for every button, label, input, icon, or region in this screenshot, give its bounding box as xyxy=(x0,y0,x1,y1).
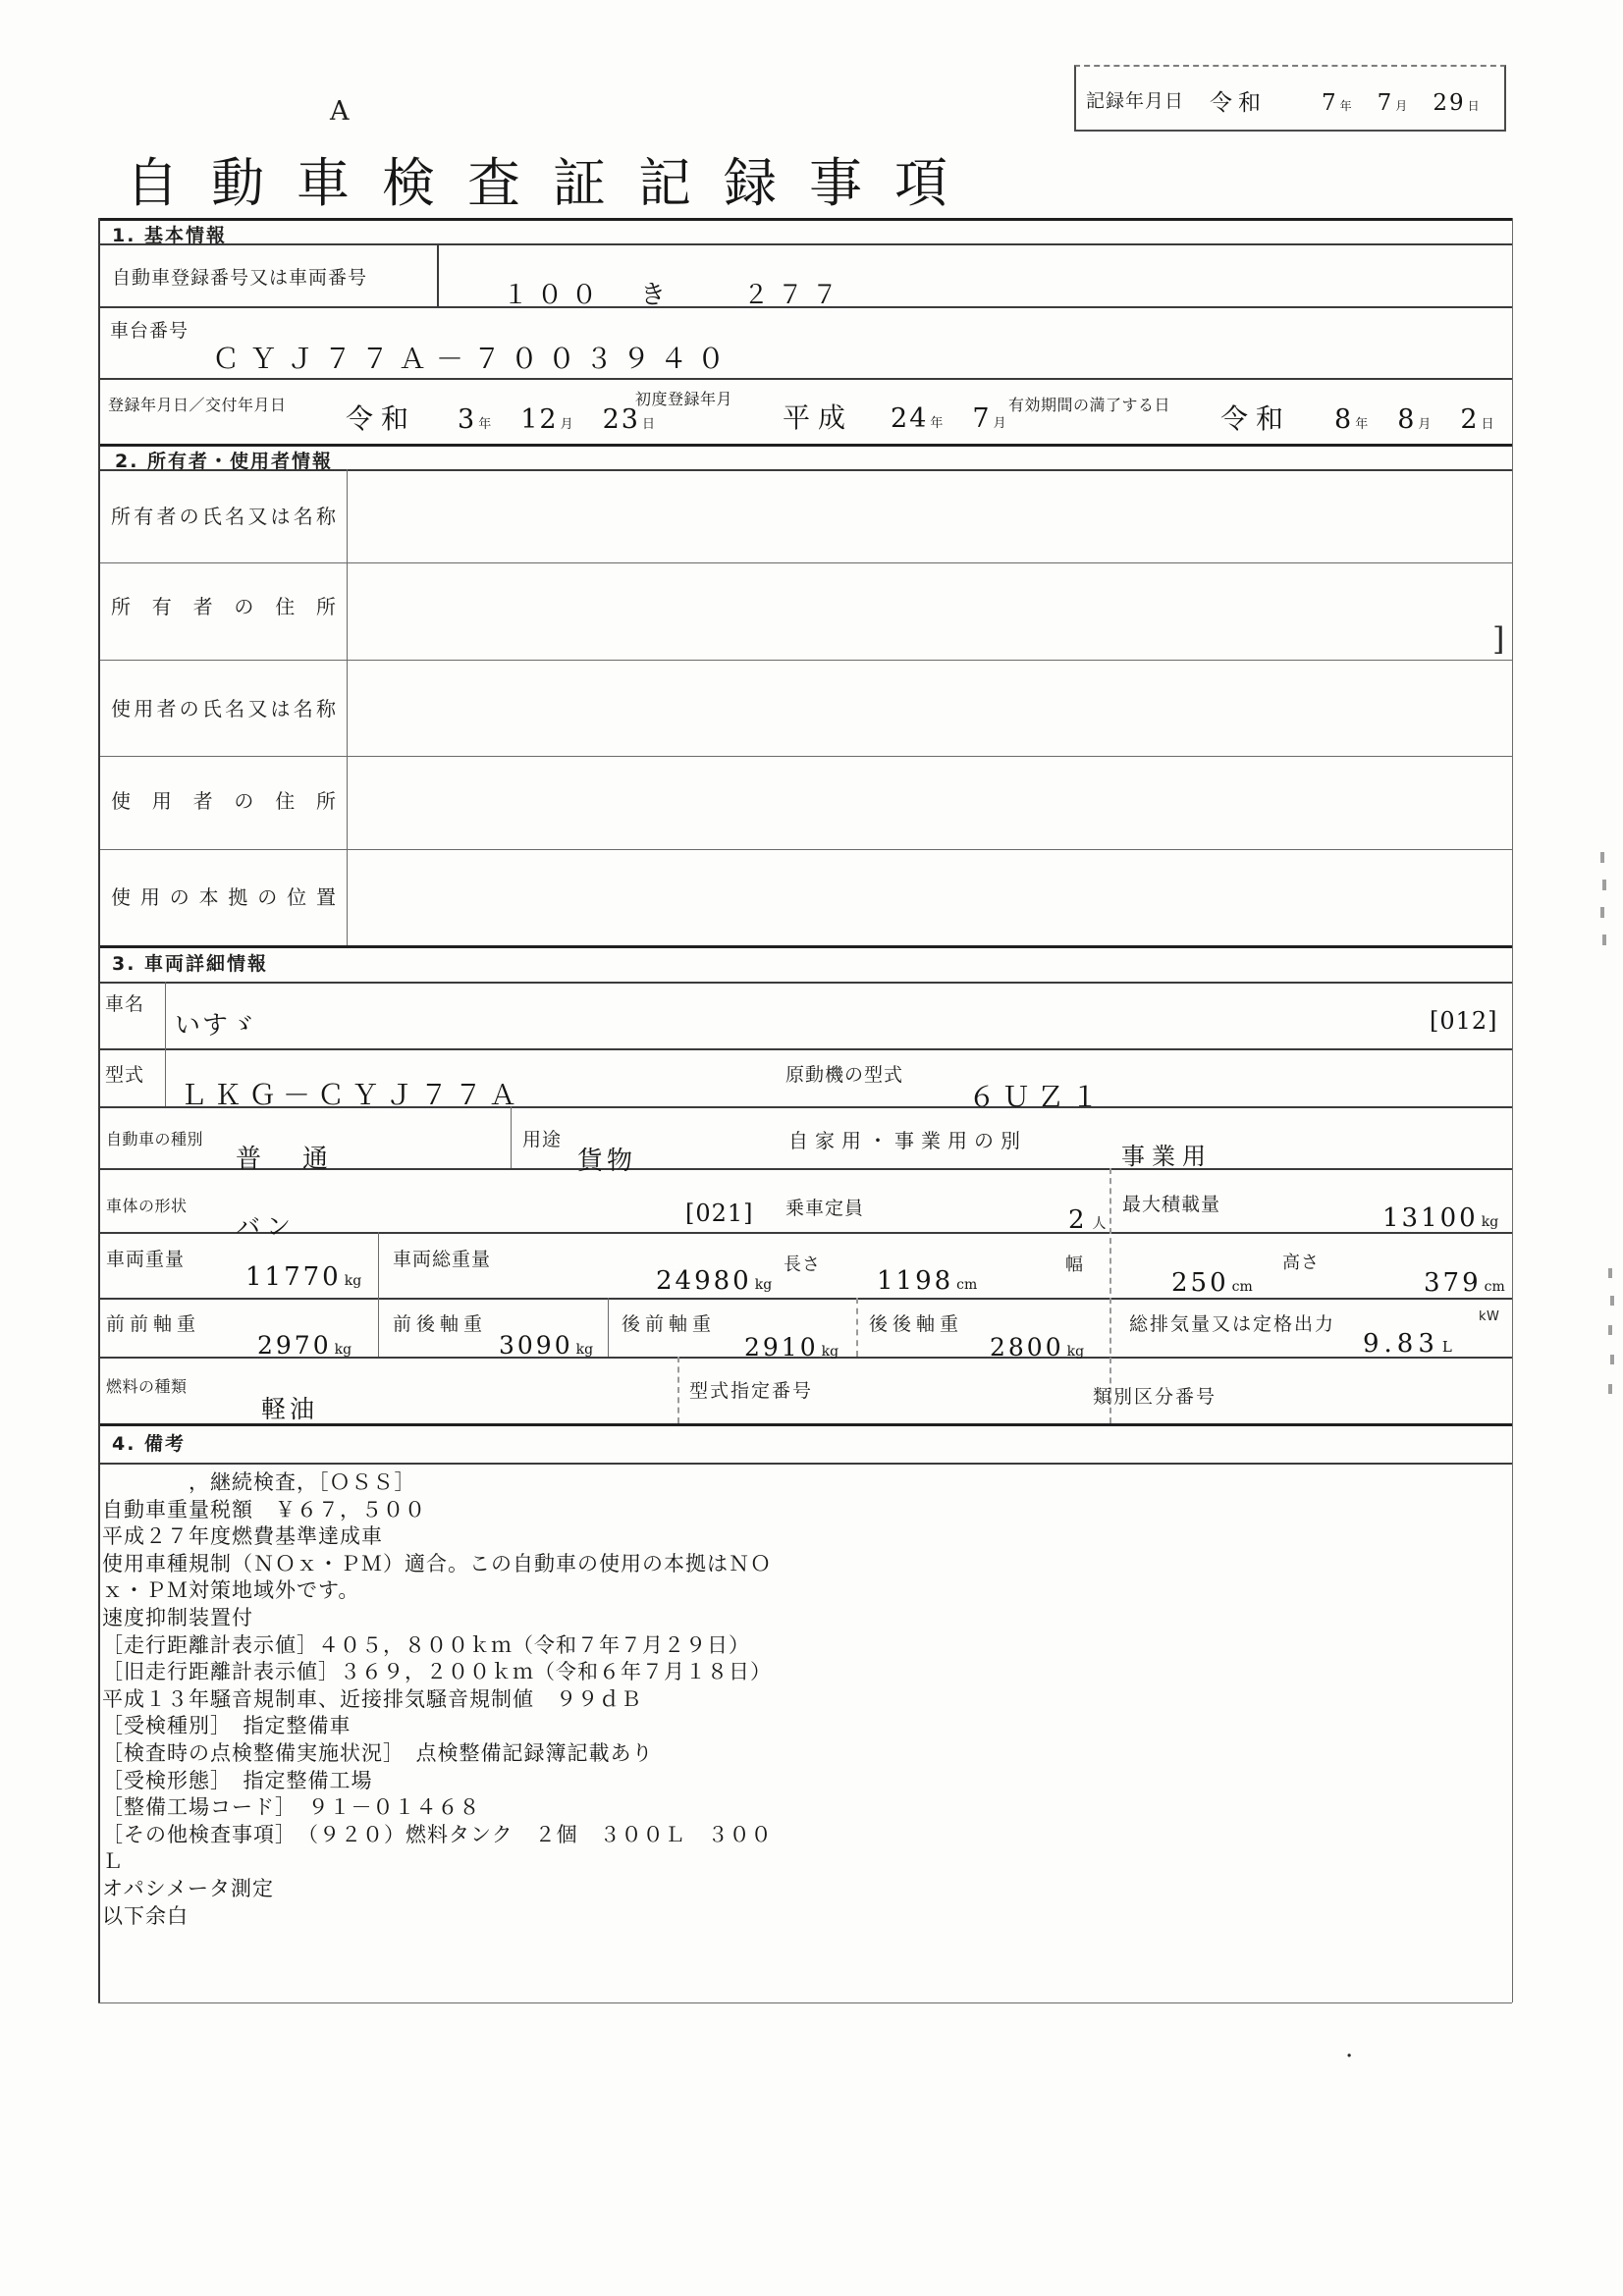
capacity-number: 2 xyxy=(1068,1205,1090,1235)
scan-artifact xyxy=(1602,934,1606,945)
remarks-line: 平成２７年度燃費基準達成車 xyxy=(102,1524,383,1549)
grid-line xyxy=(677,1357,679,1423)
axle-rf-unit: kg xyxy=(821,1344,839,1360)
grid-line xyxy=(347,469,348,945)
vehicle-category-label: 自動車の種別 xyxy=(106,1130,204,1148)
vehicle-name-label: 車名 xyxy=(105,993,145,1015)
scan-artifact xyxy=(1610,1355,1614,1364)
day: 2 xyxy=(1460,404,1480,435)
chassis-number-value: ＣＹＪ７７Ａ－７００３９４０ xyxy=(212,343,735,375)
first-registration-label: 初度登録年月 xyxy=(635,390,733,408)
length-label: 長さ xyxy=(784,1255,821,1275)
page-corner-mark: A xyxy=(330,96,350,127)
scan-artifact xyxy=(1602,880,1606,890)
length-value xyxy=(877,1266,977,1296)
scan-artifact xyxy=(1608,1384,1612,1394)
remarks-line: ［旧走行距離計表示値］３６９，２００ｋｍ（令和６年７月１８日） xyxy=(102,1660,772,1684)
registration-number-value: １００ き ２７７ xyxy=(503,281,847,310)
width-label: 幅 xyxy=(1065,1255,1084,1275)
height-value xyxy=(1424,1268,1505,1298)
remarks-line: 平成１３年騒音規制車、近接排気騒音規制値 ９９ｄＢ xyxy=(102,1686,642,1711)
grid-line xyxy=(98,378,1512,380)
section2-heading: 2. 所有者・使用者情報 xyxy=(115,451,334,472)
grid-line xyxy=(608,1298,609,1357)
width-value xyxy=(1171,1268,1253,1298)
scan-artifact xyxy=(1608,1268,1612,1278)
grid-line xyxy=(98,1232,1512,1234)
record-date-value xyxy=(1210,84,1480,117)
grid-line xyxy=(98,218,100,2002)
remarks-line: ［受検種別］ 指定整備車 xyxy=(102,1714,352,1738)
remarks-line: 自動車重量税額 ￥６７，５００ xyxy=(102,1497,426,1522)
axle-ff-number: 2970 xyxy=(257,1331,332,1360)
engine-model-value: ６ＵＺ１ xyxy=(968,1081,1107,1113)
height-unit: cm xyxy=(1484,1279,1505,1295)
max-load-unit: kg xyxy=(1481,1214,1499,1230)
year: 24 xyxy=(891,403,929,434)
remarks-line: 速度抑制装置付 xyxy=(102,1605,253,1629)
grid-line xyxy=(98,562,1512,563)
remarks-line: ，継続検査，［ＯＳＳ］ xyxy=(102,1470,416,1494)
capacity-label: 乗車定員 xyxy=(785,1198,865,1219)
private-business-label: 自家用・事業用の別 xyxy=(788,1129,1027,1152)
scan-artifact xyxy=(1610,1296,1614,1306)
vehicle-weight-unit: kg xyxy=(344,1273,362,1289)
remarks-line: 使用車種規制（ＮＯｘ・ＰＭ）適合。この自動車の使用の本拠はＮＯ xyxy=(102,1551,772,1575)
era: 平成 xyxy=(783,401,854,434)
gross-weight-unit: kg xyxy=(754,1277,773,1293)
unit-day: 日 xyxy=(1467,99,1480,113)
gross-weight-label: 車両総重量 xyxy=(393,1249,492,1270)
record-date-month: 7 xyxy=(1377,90,1394,116)
first-registration-value xyxy=(783,397,1006,436)
axle-rear-front-value xyxy=(744,1333,839,1362)
record-date-label: 記録年月日 xyxy=(1086,90,1185,112)
body-shape-label: 車体の形状 xyxy=(106,1197,188,1215)
remarks-line: ｘ・ＰＭ対策地域外です。 xyxy=(102,1578,360,1603)
grid-line xyxy=(98,243,1512,245)
grid-line xyxy=(437,243,439,306)
unit-day: 日 xyxy=(641,417,655,432)
grid-line xyxy=(511,1106,512,1168)
grid-line xyxy=(98,2002,1512,2003)
grid-line xyxy=(98,982,1512,984)
max-load-label: 最大積載量 xyxy=(1122,1194,1221,1215)
unit-year: 年 xyxy=(478,417,492,432)
category-number-label: 類別区分番号 xyxy=(1093,1386,1217,1408)
fuel-label: 燃料の種類 xyxy=(106,1377,188,1396)
era: 令和 xyxy=(1220,402,1292,435)
axle-ff-unit: kg xyxy=(334,1342,352,1358)
axle-rr-number: 2800 xyxy=(990,1333,1064,1362)
remarks-line: ［検査時の点検整備実施状況］ 点検整備記録簿記載あり xyxy=(102,1740,654,1765)
grid-line xyxy=(856,1298,858,1357)
type-approval-number-label: 型式指定番号 xyxy=(689,1380,814,1402)
displacement-number: 9.83 xyxy=(1363,1329,1439,1359)
height-number: 379 xyxy=(1424,1268,1482,1298)
grid-line xyxy=(98,218,1512,221)
displacement-label: 総排気量又は定格出力 xyxy=(1129,1313,1336,1335)
grid-line xyxy=(98,1298,1512,1300)
displacement-unit-bottom: L xyxy=(1441,1338,1452,1356)
month: 8 xyxy=(1397,404,1417,435)
owner-name-label: 所有者の氏名又は名称 xyxy=(111,505,337,528)
axle-front-front-value xyxy=(257,1331,352,1360)
vehicle-weight-label: 車両重量 xyxy=(106,1249,186,1270)
capacity-unit: 人 xyxy=(1092,1216,1107,1232)
user-name-label: 使用者の氏名又は名称 xyxy=(111,697,337,721)
registration-date-value xyxy=(346,398,655,437)
remarks-line: 以下余白 xyxy=(102,1903,189,1928)
axle-rear-front-label: 後前軸重 xyxy=(622,1313,717,1335)
length-unit: cm xyxy=(956,1277,978,1293)
grid-line xyxy=(98,1463,1512,1465)
unit-month: 月 xyxy=(1418,417,1432,432)
section3-heading: 3. 車両詳細情報 xyxy=(112,953,269,975)
owner-address-label: 所有者の住所 xyxy=(111,595,337,618)
axle-rr-unit: kg xyxy=(1066,1344,1085,1360)
axle-front-rear-value xyxy=(499,1331,593,1360)
remarks-line: ［走行距離計表示値］４０５，８００ｋｍ（令和７年７月２９日） xyxy=(102,1632,750,1657)
remarks-block xyxy=(102,1469,1035,1930)
displacement-value xyxy=(1363,1329,1452,1359)
unit-year: 年 xyxy=(930,416,944,431)
record-date-day: 29 xyxy=(1433,90,1466,116)
body-shape-code: [021] xyxy=(685,1200,754,1227)
length-number: 1198 xyxy=(877,1266,954,1296)
gross-weight-number: 24980 xyxy=(656,1266,752,1296)
unit-month: 月 xyxy=(560,417,573,432)
document-title: 自動車検査証記録事項 xyxy=(126,152,980,214)
max-load-number: 13100 xyxy=(1382,1203,1479,1233)
max-load-value xyxy=(1382,1203,1498,1233)
model-label: 型式 xyxy=(105,1064,145,1086)
remarks-line: ［整備工場コード］ ９１－０１４６８ xyxy=(102,1795,481,1820)
axle-front-rear-label: 前後軸重 xyxy=(393,1313,488,1335)
year: 8 xyxy=(1334,404,1354,435)
expiry-date-value xyxy=(1220,398,1494,437)
scan-artifact xyxy=(1600,907,1604,918)
scan-artifact xyxy=(1600,852,1604,863)
section1-heading: 1. 基本情報 xyxy=(112,225,228,246)
gross-weight-value xyxy=(656,1266,772,1296)
unit-month: 月 xyxy=(993,416,1006,431)
use-label: 用途 xyxy=(522,1129,563,1150)
month: 12 xyxy=(520,404,559,435)
axle-fr-number: 3090 xyxy=(499,1331,573,1360)
axle-fr-unit: kg xyxy=(575,1342,594,1358)
fuel-value: 軽油 xyxy=(261,1395,319,1423)
engine-model-label: 原動機の型式 xyxy=(785,1064,904,1086)
day: 23 xyxy=(602,404,640,435)
grid-line xyxy=(1512,218,1513,2002)
vehicle-name-code: [012] xyxy=(1430,1007,1498,1035)
width-unit: cm xyxy=(1231,1279,1253,1295)
expiry-date-label: 有効期間の満了する日 xyxy=(1008,396,1171,414)
year: 3 xyxy=(458,404,477,435)
axle-front-front-label: 前前軸重 xyxy=(106,1313,201,1335)
grid-line xyxy=(98,756,1512,757)
remarks-line: オパシメータ測定 xyxy=(102,1876,274,1900)
user-address-label: 使用者の住所 xyxy=(111,789,337,813)
grid-line xyxy=(98,849,1512,850)
month: 7 xyxy=(972,403,992,434)
chassis-number-label: 車台番号 xyxy=(110,320,189,342)
scan-artifact xyxy=(1608,1325,1612,1335)
registration-number-label: 自動車登録番号又は車両番号 xyxy=(112,267,368,289)
grid-line xyxy=(165,982,166,1106)
grid-line xyxy=(98,1048,1512,1050)
height-label: 高さ xyxy=(1282,1253,1320,1273)
vehicle-name-value: いすゞ xyxy=(175,1011,258,1041)
unit-month: 月 xyxy=(1395,99,1408,113)
model-value: ＬＫＧ－ＣＹＪ７７Ａ xyxy=(180,1079,524,1111)
width-number: 250 xyxy=(1171,1268,1229,1298)
private-business-value: 事業用 xyxy=(1121,1143,1213,1170)
vehicle-weight-value xyxy=(245,1262,361,1292)
vehicle-category-value: 普 通 xyxy=(236,1145,337,1174)
record-date-year: 7 xyxy=(1322,90,1338,116)
grid-line xyxy=(98,660,1512,661)
vehicle-weight-number: 11770 xyxy=(245,1262,342,1292)
remarks-line: ［その他検査事項］ （９２０）燃料タンク ２個 ３００Ｌ ３００ xyxy=(102,1822,773,1846)
era: 令和 xyxy=(346,402,417,435)
axle-rf-number: 2910 xyxy=(744,1333,819,1362)
record-date-box xyxy=(1074,65,1506,132)
body-shape-value: バン xyxy=(236,1212,298,1241)
grid-line xyxy=(98,945,1512,948)
use-value: 貨物 xyxy=(577,1147,637,1176)
scan-artifact-bracket: ] xyxy=(1492,620,1505,658)
axle-rear-rear-value xyxy=(990,1333,1084,1362)
capacity-value xyxy=(1068,1205,1107,1235)
displacement-unit-top: kW xyxy=(1479,1309,1500,1324)
axle-rear-rear-label: 後後軸重 xyxy=(869,1313,964,1335)
section4-heading: 4. 備考 xyxy=(112,1433,187,1455)
scan-artifact-dot: . xyxy=(1345,2034,1354,2063)
unit-year: 年 xyxy=(1339,99,1352,113)
remarks-line: ［受検形態］ 指定整備工場 xyxy=(102,1768,373,1792)
base-location-label: 使用の本拠の位置 xyxy=(111,885,337,909)
remarks-line: Ｌ xyxy=(102,1849,124,1874)
registration-date-label: 登録年月日／交付年月日 xyxy=(108,396,287,414)
unit-day: 日 xyxy=(1481,417,1494,432)
grid-line xyxy=(378,1232,379,1357)
unit-year: 年 xyxy=(1355,417,1369,432)
record-date-era: 令和 xyxy=(1210,90,1267,116)
